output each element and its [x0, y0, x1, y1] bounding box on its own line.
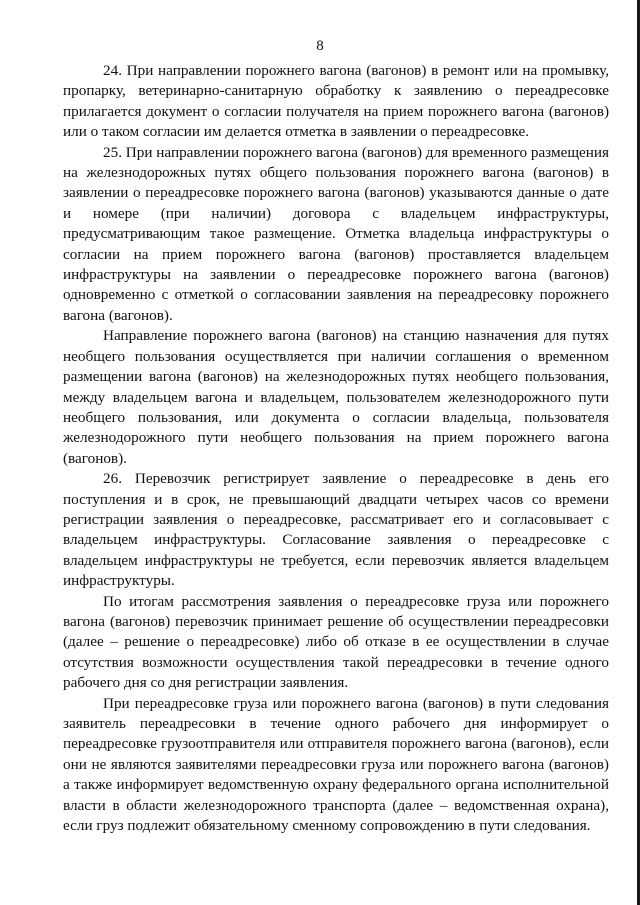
- paragraph-24: 24. При направлении порожнего вагона (вагонов) в ремонт или на промывку, пропарку, ветеринарно-санитарную обработку к заявлению о переадресовке прилагается документ о согласии получателя на прием порожнего вагона (вагонов) или о таком согласии им делается отметка в заявлении о переадресовке.: [63, 62, 609, 141]
- paragraph-26: 26. Перевозчик регистрирует заявление о переадресовке в день его поступления и в срок, не превышающий двадцати четырех часов со времени регистрации заявления о переадресовке, рассматривает его и согласовывает с владельцем инфраструктуры. Согласование заявления о переадресовке с владельцем инфраструктуры не требуется, если перевозчик является владельцем инфраструктуры.: [63, 470, 609, 590]
- paragraph-25-continuation: Направление порожнего вагона (вагонов) на станцию назначения для путях необщего пользования осуществляется при наличии соглашения о временном размещении вагона (вагонов) на железнодорожных путях необщего пользования, между владельцем вагона и владельцем, пользователем железнодорожного пути необщего пользования, или документа о согласии владельца, пользователя железнодорожного пути необщего пользования на прием порожнего вагона (вагонов).: [63, 327, 609, 467]
- paragraph-26-decision: По итогам рассмотрения заявления о переадресовке груза или порожнего вагона (вагонов) перевозчик принимает решение об осуществлении переадресовки (далее – решение о переадресовке) либо об отказе в ее осуществлении в случае отсутствия возможности осуществления такой переадресовки в течение одного рабочего дня со дня регистрации заявления.: [63, 592, 609, 692]
- page-number: 8: [316, 38, 324, 54]
- paragraph-26-notification: При переадресовке груза или порожнего вагона (вагонов) в пути следования заявитель переадресовки в течение одного рабочего дня информирует о переадресовке грузоотправителя или отправителя порожнего вагона (вагонов), если они не являются заявителями переадресовки груза или порожнего вагона (вагонов) а также информирует ведомственную охрану федерального органа исполнительной власти в области железнодорожного транспорта (далее – ведомственная охрана), если груз подлежит обязательному сменному сопровождению в пути следования.: [63, 694, 609, 835]
- paragraph-25: 25. При направлении порожнего вагона (вагонов) для временного размещения на железнодорожных путях общего пользования порожнего вагона (вагонов) в заявлении о переадресовке порожнего вагона (вагонов) указываются данные о дате и номере (при наличии) договора с владельцем инфраструктуры, предусматривающим такое размещение. Отметка владельца инфраструктуры о согласии на прием порожнего вагона (вагонов) проставляется владельцем инфраструктуры на заявлении о переадресовке порожнего вагона (вагонов) одновременно с отметкой о согласовании заявления на переадресовку порожнего вагона (вагонов).: [63, 143, 609, 324]
- document-body: [63, 61, 609, 836]
